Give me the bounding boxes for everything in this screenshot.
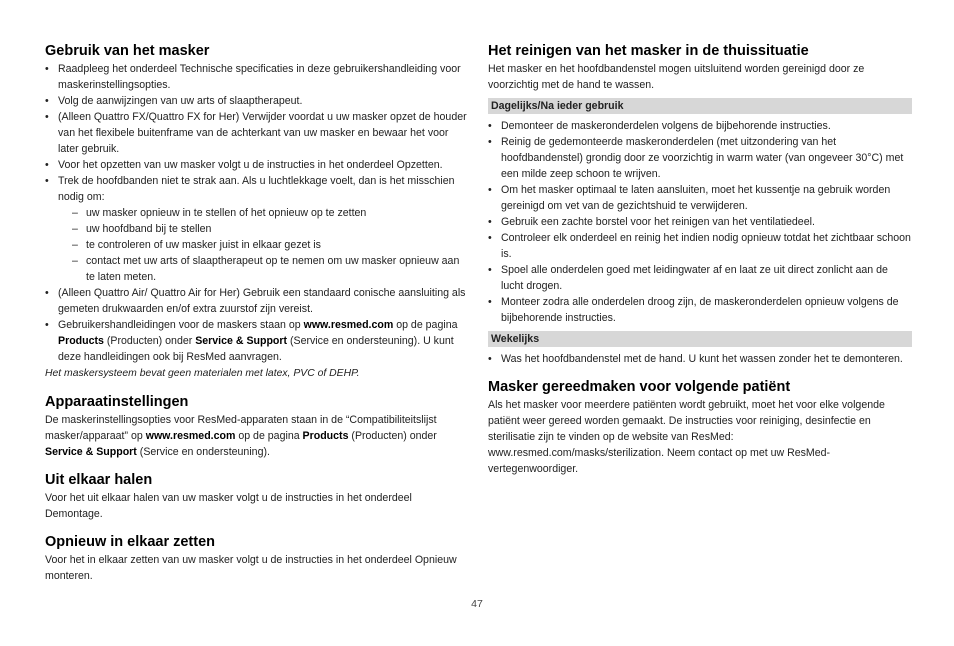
weekly-header: Wekelijks	[488, 331, 912, 347]
text-fragment: De maskerinstellingsopties voor ResMed-apparaten staan in de “Compatibiliteitslijst masker/apparaat” op	[45, 414, 437, 442]
resmed-url: www.resmed.com	[303, 319, 394, 331]
list-item: • Raadpleeg het onderdeel Technische specificaties in deze gebruikershandleiding voor maskerinstellingsopties.	[45, 61, 470, 93]
text-fragment: (Service en ondersteuning).	[136, 446, 270, 458]
daily-header: Dagelijks/Na ieder gebruik	[488, 98, 912, 114]
apparaat-text	[45, 412, 470, 460]
sub-list	[72, 205, 470, 285]
text-fragment: Gebruikershandleidingen voor de maskers staan op	[58, 319, 304, 331]
left-column	[45, 42, 470, 584]
section-title-gebruik: Gebruik van het masker	[45, 43, 210, 59]
usage-list	[45, 61, 470, 365]
sub-list-item: – te controleren of uw masker juist in elkaar gezet is	[72, 237, 470, 253]
uit-elkaar-text: Voor het uit elkaar halen van uw masker volgt u de instructies in het onderdeel Demontage.	[45, 492, 412, 520]
products-label: Products	[302, 430, 349, 442]
list-item: • Volg de aanwijzingen van uw arts of slaaptherapeut.	[45, 93, 470, 109]
daily-list	[488, 118, 912, 326]
section-title-uit-elkaar: Uit elkaar halen	[45, 472, 153, 488]
list-item: • Gebruik een zachte borstel voor het reinigen van het ventilatiedeel.	[488, 214, 912, 230]
text-fragment: op de pagina	[393, 319, 458, 331]
weekly-list	[488, 351, 912, 367]
sub-list-item: – contact met uw arts of slaaptherapeut op te nemen om uw masker opnieuw aan te laten meten.	[72, 253, 470, 285]
gereedmaken-text: Als het masker voor meerdere patiënten wordt gebruikt, moet het voor elke volgende patiënt weer gereed worden gemaakt. De instructies voor reiniging, desinfectie en sterilisatie zijn te vinden op de website van ResMed: www.resmed.com/masks/sterilization. Neem contact op met uw ResMed-vertegenwoordiger.	[488, 399, 885, 475]
opnieuw-text: Voor het in elkaar zetten van uw masker volgt u de instructies in het onderdeel Opnieuw monteren.	[45, 554, 457, 582]
sub-list-item: – uw hoofdband bij te stellen	[72, 221, 470, 237]
section-title-gereedmaken: Masker gereedmaken voor volgende patiënt	[488, 379, 791, 395]
list-item: • Om het masker optimaal te laten aansluiten, moet het kussentje na gebruik worden gereinigd om vet van de gezichtshuid te verwijderen.	[488, 182, 912, 214]
list-item-text: Trek de hoofdbanden niet te strak aan. Als u luchtlekkage voelt, dan is het misschien nodig om:	[58, 175, 455, 203]
list-item: • Was het hoofdbandenstel met de hand. U kunt het wassen zonder het te demonteren.	[488, 351, 912, 367]
products-label: Products	[58, 335, 104, 347]
text-fragment: (Producten) onder	[103, 335, 196, 347]
reinigen-intro: Het masker en het hoofdbandenstel mogen uitsluitend worden gereinigd door ze voorzichtig met de hand te wassen.	[488, 63, 865, 91]
list-item: • Spoel alle onderdelen goed met leidingwater af en laat ze uit direct zonlicht aan de lucht drogen.	[488, 262, 912, 294]
list-item: • Demonteer de maskeronderdelen volgens de bijbehorende instructies.	[488, 118, 912, 134]
page-number: 47	[471, 598, 483, 610]
list-item: • Monteer zodra alle onderdelen droog zijn, de maskeronderdelen opnieuw volgens de bijbehorende instructies.	[488, 294, 912, 326]
support-label: Service & Support	[45, 446, 137, 458]
support-label: Service & Support	[195, 335, 288, 347]
list-item: • Reinig de gedemonteerde maskeronderdelen (met uitzondering van het hoofdbandenstel) grondig door ze voorzichtig in warm water (van ongeveer 30°C) met een milde zeep schoon te wrijven.	[488, 134, 912, 182]
section-title-reinigen: Het reinigen van het masker in de thuissituatie	[488, 43, 809, 59]
list-item: • (Alleen Quattro FX/Quattro FX for Her) Verwijder voordat u uw masker opzet de houder van het flexibele buitenframe van de achterkant van uw masker en bewaar het voor later gebruik.	[45, 109, 470, 157]
list-item: • (Alleen Quattro Air/ Quattro Air for Her) Gebruik een standaard conische aansluiting als gemeten drukwaarden en/of extra zuurstof zijn vereist.	[45, 285, 470, 317]
list-item: • Controleer elk onderdeel en reinig het indien nodig opnieuw totdat het zichtbaar schoon is.	[488, 230, 912, 262]
text-fragment: (Service en ondersteuning). U kunt deze handleidingen ook bij ResMed aanvragen.	[58, 335, 454, 363]
right-column	[488, 42, 912, 477]
list-item: • Voor het opzetten van uw masker volgt u de instructies in het onderdeel Opzetten.	[45, 157, 470, 173]
text-fragment: (Producten) onder	[348, 430, 437, 442]
list-item	[45, 317, 470, 365]
sub-list-item: – uw masker opnieuw in te stellen of het opnieuw op te zetten	[72, 205, 470, 221]
resmed-url: www.resmed.com	[145, 430, 236, 442]
list-item	[45, 173, 470, 285]
section-title-apparaat: Apparaatinstellingen	[45, 394, 189, 410]
latex-note: Het maskersysteem bevat geen materialen met latex, PVC of DEHP.	[45, 368, 360, 379]
section-title-opnieuw: Opnieuw in elkaar zetten	[45, 534, 216, 550]
text-fragment: op de pagina	[235, 430, 303, 442]
